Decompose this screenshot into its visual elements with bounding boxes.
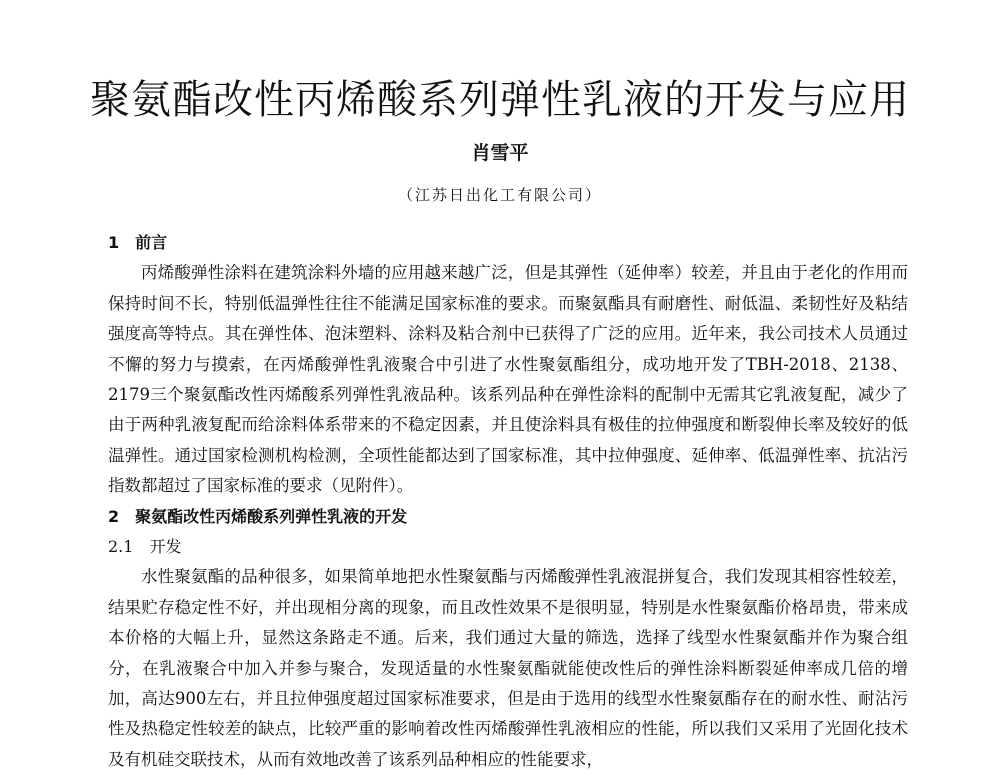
section-1-paragraph: 丙烯酸弹性涂料在建筑涂料外墙的应用越来越广泛，但是其弹性（延伸率）较差，并且由于老化的作用而保持时间不长，特别低温弹性往往不能满足国家标准的要求。而聚氨酯具有耐磨性、耐低温、柔韧性好及粘结强度高等特点。其在弹性体、泡沫塑料、涂料及粘合剂中已获得了广泛的应用。近年来，我公司技术人员通过不懈的努力与摸索，在丙烯酸弹性乳液聚合中引进了水性聚氨酯组分，成功地开发了TBH-2018、2138、2179三个聚氨酯改性丙烯酸系列弹性乳液品种。该系列品种在弹性涂料的配制中无需其它乳液复配，减少了由于两种乳液复配而给涂料体系带来的不稳定因素，并且使涂料具有极佳的拉伸强度和断裂伸长率及较好的低温弹性。通过国家检测机构检测，全项性能都达到了国家标准，其中拉伸强度、延伸率、低温弹性率、抗沾污指数都超过了国家标准的要求（见附件）。 xyxy=(108,263,908,496)
section-heading-2: 2 聚氨酯改性丙烯酸系列弹性乳液的开发 xyxy=(108,506,408,526)
document-title: 聚氨酯改性丙烯酸系列弹性乳液的开发与应用 xyxy=(90,77,910,123)
author-affiliation: （江苏日出化工有限公司） xyxy=(397,186,602,204)
author-name: 肖雪平 xyxy=(471,142,529,164)
section-2-1-paragraph: 水性聚氨酯的品种很多，如果简单地把水性聚氨酯与丙烯酸弹性乳液混拼复合，我们发现其相容性较差，结果贮存稳定性不好，并出现相分离的现象，而且改性效果不是很明显，特别是水性聚氨酯价格昂贵，带来成本价格的大幅上升，显然这条路走不通。后来，我们通过大量的筛选，选择了线型水性聚氨酯并作为聚合组分，在乳液聚合中加入并参与聚合，发现适量的水性聚氨酯就能使改性后的弹性涂料断裂延伸率成几倍的增加，高达900左右，并且拉伸强度超过国家标准要求，但是由于选用的线型水性聚氨酯存在的耐水性、耐沾污性及热稳定性较差的缺点，比较严重的影响着改性丙烯酸弹性乳液相应的性能，所以我们又采用了光固化技术及有机硅交联技术，从而有效地改善了该系列品种相应的性能要求， xyxy=(108,567,908,769)
subsection-heading-2-1: 2.1 开发 xyxy=(108,537,182,557)
section-heading-1: 1 前言 xyxy=(108,233,168,252)
document-body xyxy=(108,228,908,775)
